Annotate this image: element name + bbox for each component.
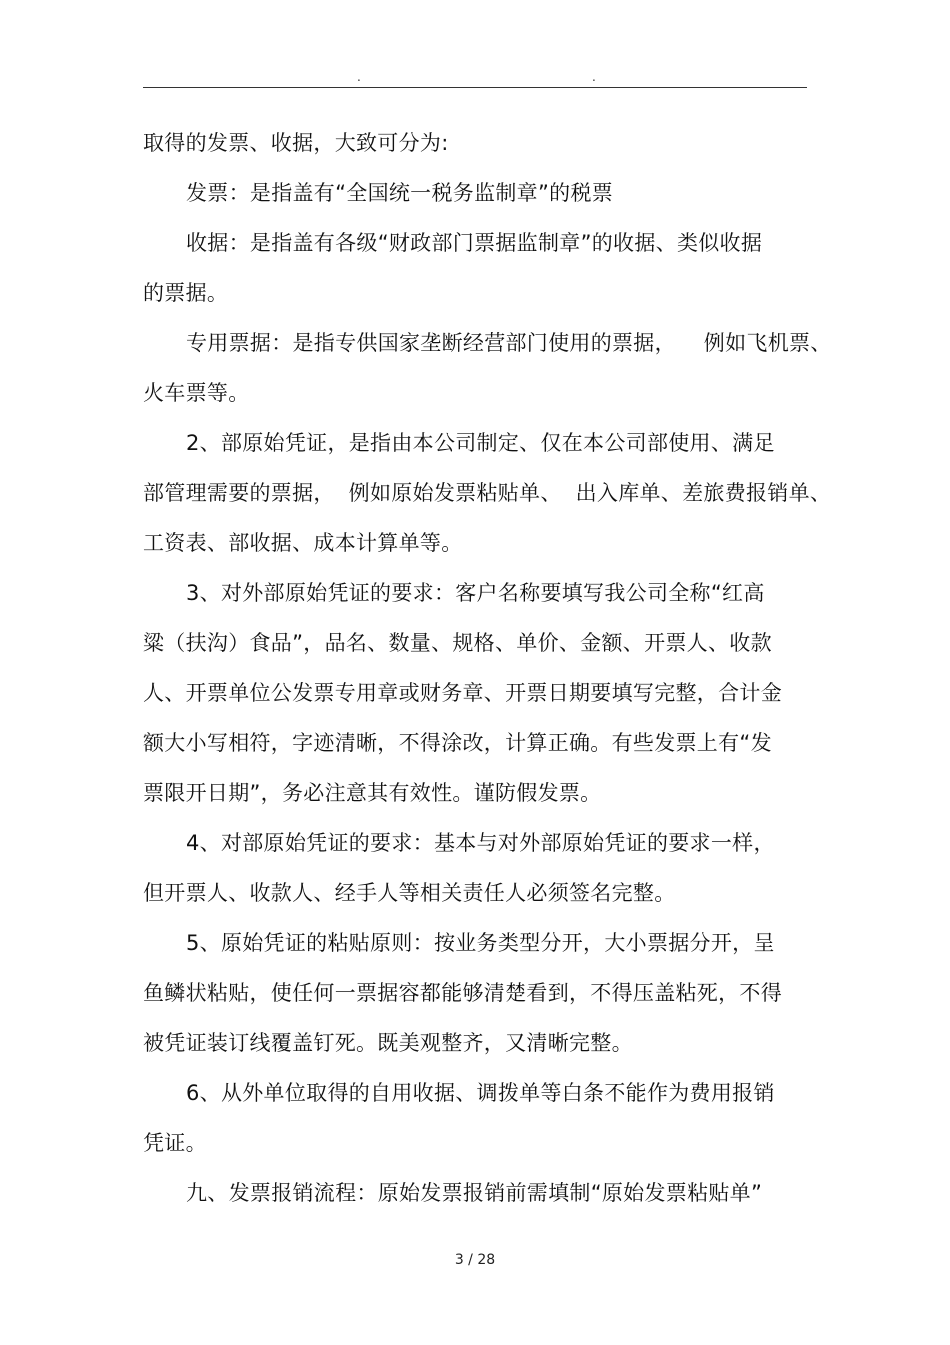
page-number: 3 / 28 xyxy=(454,1252,496,1268)
text-line: 被凭证装订线覆盖钉死。既美观整齐，又清晰完整。 xyxy=(143,1031,633,1055)
text-line: 6、从外单位取得的自用收据、调拨单等白条不能作为费用报销 xyxy=(186,1081,775,1105)
text-line: 3、对外部原始凭证的要求：客户名称要填写我公司全称“红高 xyxy=(186,581,765,605)
text-line: 发票：是指盖有“全国统一税务监制章”的税票 xyxy=(186,181,614,205)
text-line: 火车票等。 xyxy=(143,381,250,405)
text-line: 4、对部原始凭证的要求：基本与对外部原始凭证的要求一样， xyxy=(186,831,775,855)
text-line: 专用票据：是指专供国家垄断经营部门使用的票据， 例如飞机票、 xyxy=(186,331,832,355)
text-line: 的票据。 xyxy=(143,281,229,305)
text-line: 部管理需要的票据， 例如原始发票粘贴单、 出入库单、差旅费报销单、 xyxy=(143,481,832,505)
text-line: 票限开日期”，务必注意其有效性。谨防假发票。 xyxy=(143,781,602,805)
header-dot-right: . xyxy=(592,70,596,84)
header-rule xyxy=(143,87,807,88)
header-dot-left: . xyxy=(357,70,361,84)
text-line: 鱼鳞状粘贴，使任何一票据容都能够清楚看到，不得压盖粘死，不得 xyxy=(143,981,782,1005)
text-line: 凭证。 xyxy=(143,1131,207,1155)
text-line: 九、发票报销流程：原始发票报销前需填制“原始发票粘贴单” xyxy=(186,1181,763,1205)
text-line: 2、部原始凭证，是指由本公司制定、仅在本公司部使用、满足 xyxy=(186,431,775,455)
text-line: 收据：是指盖有各级“财政部门票据监制章”的收据、类似收据 xyxy=(186,231,763,255)
text-line: 粱（扶沟）食品”，品名、数量、规格、单价、金额、开票人、收款 xyxy=(143,631,772,655)
text-line: 额大小写相符，字迹清晰，不得涂改，计算正确。有些发票上有“发 xyxy=(143,731,772,755)
text-line: 取得的发票、收据，大致可分为: xyxy=(143,131,449,155)
text-line: 但开票人、收款人、经手人等相关责任人必须签名完整。 xyxy=(143,881,676,905)
text-line: 人、开票单位公发票专用章或财务章、开票日期要填写完整，合计金 xyxy=(143,681,782,705)
text-line: 5、原始凭证的粘贴原则：按业务类型分开，大小票据分开，呈 xyxy=(186,931,775,955)
text-line: 工资表、部收据、成本计算单等。 xyxy=(143,531,463,555)
